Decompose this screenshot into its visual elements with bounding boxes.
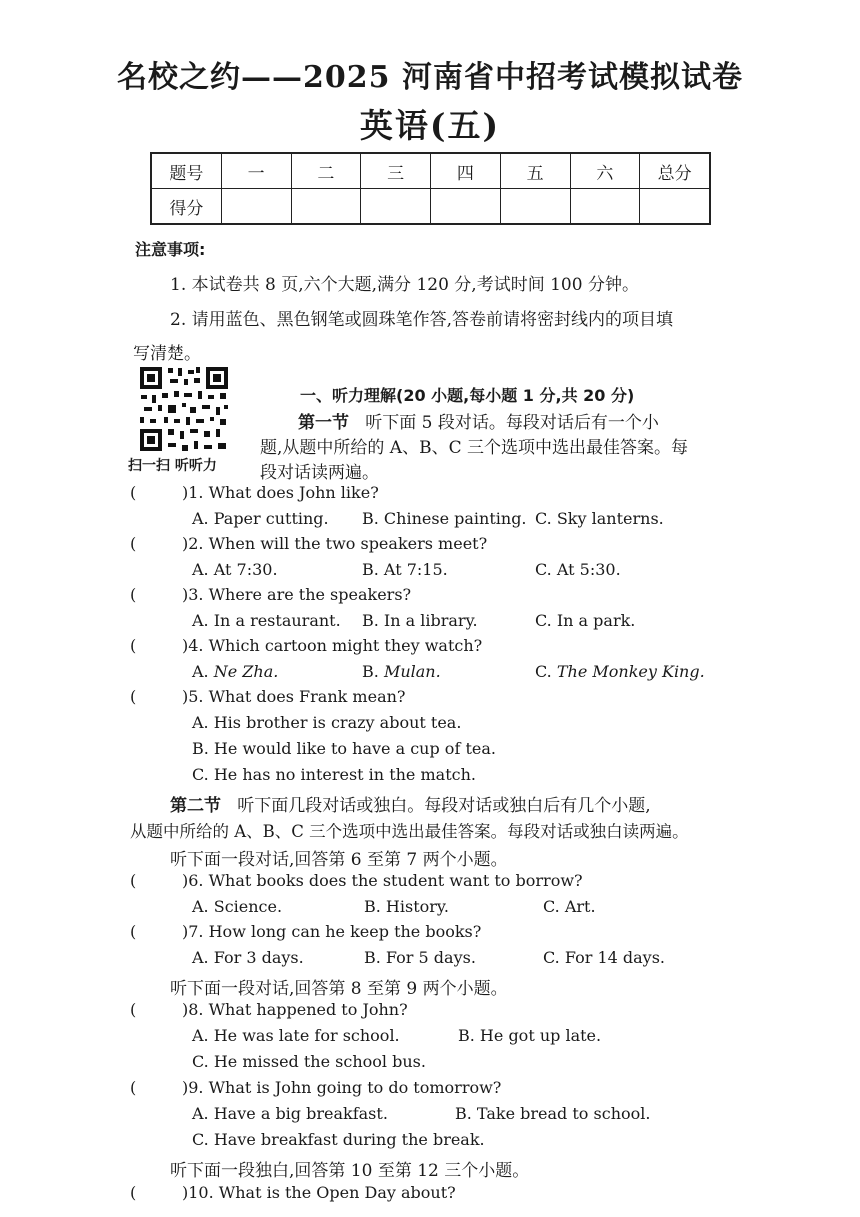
question-stem: 2. When will the two speakers meet? — [188, 534, 488, 553]
option-c: C. In a park. — [535, 611, 636, 630]
question-stem: 6. What books does the student want to borrow? — [188, 871, 583, 890]
score-cell: 题号 — [151, 153, 221, 189]
answer-blank[interactable]: ( — [130, 585, 137, 604]
part-2-label: 第二节 — [170, 796, 221, 816]
question-stem: 9. What is John going to do tomorrow? — [188, 1078, 502, 1097]
question-stem: 4. Which cartoon might they watch? — [188, 636, 483, 655]
score-blank-cell[interactable] — [431, 189, 501, 225]
question-9: ( )9. What is John going to do tomorrow? — [130, 1078, 502, 1097]
question-7: ( )7. How long can he keep the books? — [130, 922, 482, 941]
part-1-instructions-line-3: 段对话读两遍。 — [260, 463, 379, 483]
qr-caption: 扫一扫 听听力 — [128, 458, 217, 474]
option-a: A. His brother is crazy about tea. — [192, 713, 462, 732]
answer-blank[interactable]: ( — [130, 687, 137, 706]
question-stem: 3. Where are the speakers? — [188, 585, 412, 604]
score-blank-cell[interactable] — [291, 189, 361, 225]
option-c: C. At 5:30. — [535, 560, 621, 579]
option-a: A. For 3 days. — [192, 948, 304, 967]
option-b: B. Take bread to school. — [455, 1104, 651, 1123]
question-stem: 5. What does Frank mean? — [188, 687, 406, 706]
question-1: ( )1. What does John like? — [130, 483, 379, 502]
question-8: ( )8. What happened to John? — [130, 1000, 408, 1019]
instructions-10-12: 听下面一段独白,回答第 10 至第 12 三个小题。 — [170, 1161, 530, 1181]
option-b: B. In a library. — [362, 611, 478, 630]
question-stem: 8. What happened to John? — [188, 1000, 408, 1019]
score-row-label: 得分 — [151, 189, 221, 225]
option-c: C. He missed the school bus. — [192, 1052, 426, 1071]
question-10: ( )10. What is the Open Day about? — [130, 1183, 456, 1202]
answer-blank[interactable]: ( — [130, 483, 137, 502]
option-a: A. In a restaurant. — [192, 611, 341, 630]
question-stem: 10. What is the Open Day about? — [188, 1183, 456, 1202]
notes-item-2: 2. 请用蓝色、黑色钢笔或圆珠笔作答,答卷前请将密封线内的项目填 — [170, 310, 674, 330]
option-a: A. Have a big breakfast. — [192, 1104, 388, 1123]
option-a: A. Science. — [192, 897, 283, 916]
score-cell: 四 — [431, 153, 501, 189]
score-cell: 五 — [500, 153, 570, 189]
question-4: ( )4. Which cartoon might they watch? — [130, 636, 483, 655]
score-cell: 二 — [291, 153, 361, 189]
score-blank-cell[interactable] — [221, 189, 291, 225]
question-stem: 7. How long can he keep the books? — [188, 922, 482, 941]
score-cell: 总分 — [640, 153, 710, 189]
answer-blank[interactable]: ( — [130, 871, 137, 890]
score-table-score-row — [151, 189, 710, 225]
option-b: B. For 5 days. — [364, 948, 476, 967]
instructions-8-9: 听下面一段对话,回答第 8 至第 9 两个小题。 — [170, 979, 508, 999]
option-b: B. He got up late. — [458, 1026, 602, 1045]
score-cell: 一 — [221, 153, 291, 189]
option-b: B. History. — [364, 897, 449, 916]
option-b: B. He would like to have a cup of tea. — [192, 739, 496, 758]
option-b: B. Chinese painting. — [362, 509, 527, 528]
notes-item-1: 1. 本试卷共 8 页,六个大题,满分 120 分,考试时间 100 分钟。 — [170, 275, 639, 295]
qr-code-icon[interactable] — [138, 365, 230, 453]
answer-blank[interactable]: ( — [130, 534, 137, 553]
question-stem: 1. What does John like? — [188, 483, 379, 502]
section-1-title: 一、听力理解(20 小题,每小题 1 分,共 20 分) — [300, 386, 635, 405]
answer-blank[interactable]: ( — [130, 636, 137, 655]
score-blank-cell[interactable] — [500, 189, 570, 225]
score-blank-cell[interactable] — [640, 189, 710, 225]
option-a: A. Paper cutting. — [192, 509, 329, 528]
part-1-instructions-line-1 — [298, 408, 659, 433]
option-a: A. He was late for school. — [192, 1026, 400, 1045]
answer-blank[interactable]: ( — [130, 922, 137, 941]
notes-item-2-continued: 写清楚。 — [133, 344, 201, 364]
option-c: C. The Monkey King. — [535, 662, 705, 681]
option-c: C. He has no interest in the match. — [192, 765, 476, 784]
option-c: C. Sky lanterns. — [535, 509, 664, 528]
part-1-text: 听下面 5 段对话。每段对话后有一个小 — [365, 413, 659, 433]
option-b: B. At 7:15. — [362, 560, 448, 579]
score-table — [150, 152, 711, 225]
part-1-label: 第一节 — [298, 413, 349, 433]
option-a: A. At 7:30. — [192, 560, 278, 579]
answer-blank[interactable]: ( — [130, 1183, 137, 1202]
exam-subtitle: 英语(五) — [359, 106, 501, 145]
notes-title: 注意事项: — [135, 240, 206, 259]
part-2-instructions-line-2: 从题中所给的 A、B、C 三个选项中选出最佳答案。每段对话或独白读两遍。 — [130, 822, 689, 841]
answer-blank[interactable]: ( — [130, 1000, 137, 1019]
option-b: B. Mulan. — [362, 662, 441, 681]
score-cell: 六 — [570, 153, 640, 189]
part-2-instructions-line-1 — [170, 791, 651, 816]
instructions-6-7: 听下面一段对话,回答第 6 至第 7 两个小题。 — [170, 850, 508, 870]
exam-title: 名校之约——2025 河南省中招考试模拟试卷 — [117, 60, 743, 95]
part-1-instructions-line-2: 题,从题中所给的 A、B、C 三个选项中选出最佳答案。每 — [260, 438, 688, 458]
question-5: ( )5. What does Frank mean? — [130, 687, 406, 706]
part-2-text: 听下面几段对话或独白。每段对话或独白后有几个小题, — [237, 796, 651, 816]
score-blank-cell[interactable] — [570, 189, 640, 225]
question-6: ( )6. What books does the student want to borrow? — [130, 871, 583, 890]
option-c: C. For 14 days. — [543, 948, 665, 967]
score-cell: 三 — [361, 153, 431, 189]
question-2: ( )2. When will the two speakers meet? — [130, 534, 488, 553]
option-a: A. Ne Zha. — [192, 662, 279, 681]
question-3: ( )3. Where are the speakers? — [130, 585, 412, 604]
score-blank-cell[interactable] — [361, 189, 431, 225]
option-c: C. Art. — [543, 897, 596, 916]
option-c: C. Have breakfast during the break. — [192, 1130, 485, 1149]
score-table-header-row — [151, 153, 710, 189]
answer-blank[interactable]: ( — [130, 1078, 137, 1097]
